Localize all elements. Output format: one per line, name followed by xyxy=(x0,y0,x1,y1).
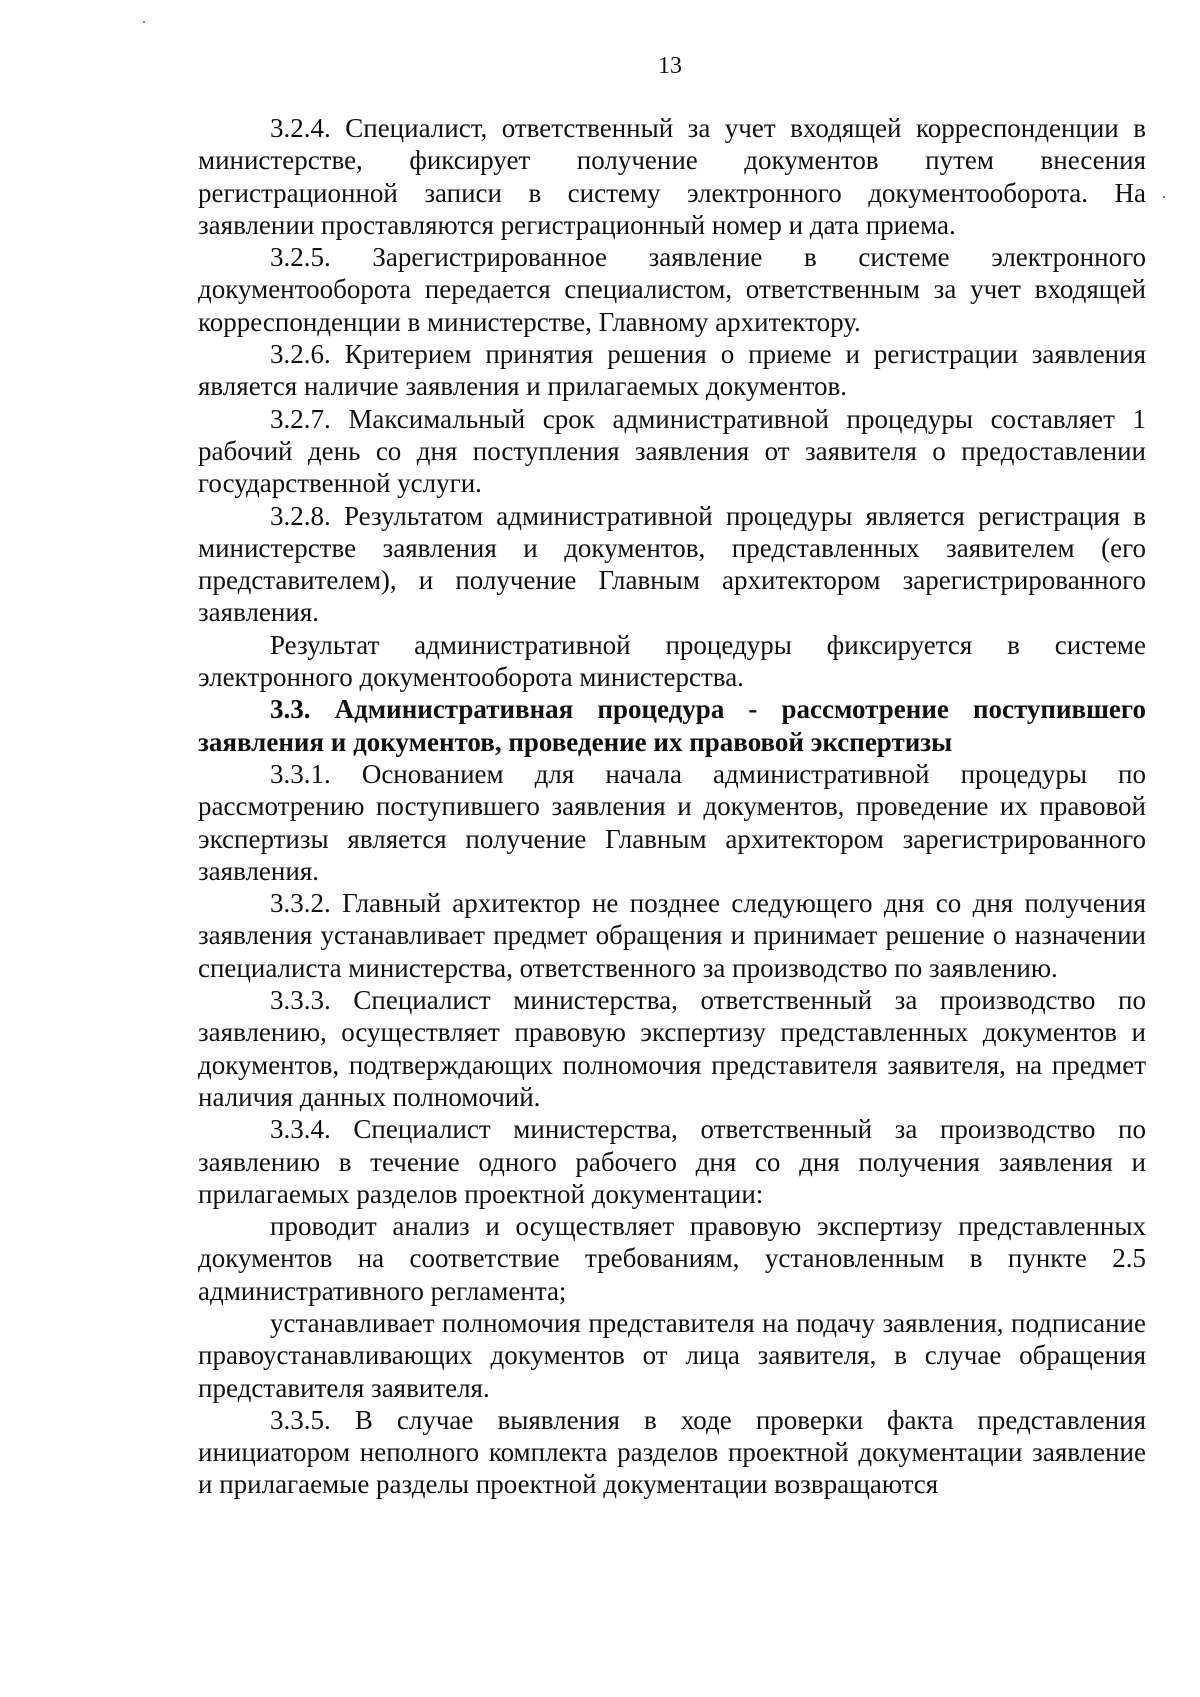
paragraph-3-2-7: 3.2.7. Максимальный срок административной процедуры составляет 1 рабочий день со дня поступления заявления от заявителя о предоставлении государственной услуги. xyxy=(198,403,1146,499)
paragraph-analysis: проводит анализ и осуществляет правовую экспертизу представленных документов на соответствие требованиям, установленным в пункте 2.5 административного регламента; xyxy=(198,1211,1146,1306)
document-body xyxy=(198,112,1146,1501)
paragraph-result: Результат административной процедуры фиксируется в системе электронного документооборота министерства. xyxy=(198,629,1146,693)
paragraph-3-3-3: 3.3.3. Специалист министерства, ответственный за производство по заявлению, осуществляет правовую экспертизу представленных документов и документов, подтверждающих полномочия представителя заявителя, на предмет наличия данных полномочий. xyxy=(198,985,1146,1112)
scan-speck xyxy=(143,21,145,23)
paragraph-authority: устанавливает полномочия представителя на подачу заявления, подписание правоустанавливающих документов от лица заявителя, в случае обращения представителя заявителя. xyxy=(198,1307,1146,1403)
paragraph-3-2-4: 3.2.4. Специалист, ответственный за учет входящей корреспонденции в министерстве, фиксирует получение документов путем внесения регистрационной записи в систему электронного документооборота. На заявлении проставляются регистрационный номер и дата приема. xyxy=(198,113,1146,240)
paragraph-3-3-4: 3.3.4. Специалист министерства, ответственный за производство по заявлению в течение одного рабочего дня со дня получения заявления и прилагаемых разделов проектной документации: xyxy=(198,1114,1146,1209)
scan-speck xyxy=(1163,196,1165,198)
page-number: 13 xyxy=(658,53,682,79)
paragraph-3-3-1: 3.3.1. Основанием для начала административной процедуры по рассмотрению поступившего заявления и документов, проведение их правовой экспертизы является получение Главным архитектором зарегистрированного заявления. xyxy=(198,758,1146,886)
paragraph-3-2-5: 3.2.5. Зарегистрированное заявление в системе электронного документооборота передается специалистом, ответственным за учет входящей корреспонденции в министерстве, Главному архитектору. xyxy=(198,242,1146,337)
section-heading-3-3: 3.3. Административная процедура - рассмотрение поступившего заявления и документов, проведение их правовой экспертизы xyxy=(198,694,1146,757)
paragraph-3-3-2: 3.3.2. Главный архитектор не позднее следующего дня со дня получения заявления устанавливает предмет обращения и принимает решение о назначении специалиста министерства, ответственного за производство по заявлению. xyxy=(198,888,1146,983)
paragraph-3-2-8: 3.2.8. Результатом административной процедуры является регистрация в министерстве заявления и документов, представленных заявителем (его представителем), и получение Главным архитектором зарегистрированного заявления. xyxy=(198,500,1146,628)
paragraph-3-3-5: 3.3.5. В случае выявления в ходе проверки факта представления инициатором неполного комплекта разделов проектной документации заявление и прилагаемые разделы проектной документации возвращаются xyxy=(198,1404,1146,1500)
paragraph-3-2-6: 3.2.6. Критерием принятия решения о приеме и регистрации заявления является наличие заявления и прилагаемых документов. xyxy=(198,339,1146,402)
